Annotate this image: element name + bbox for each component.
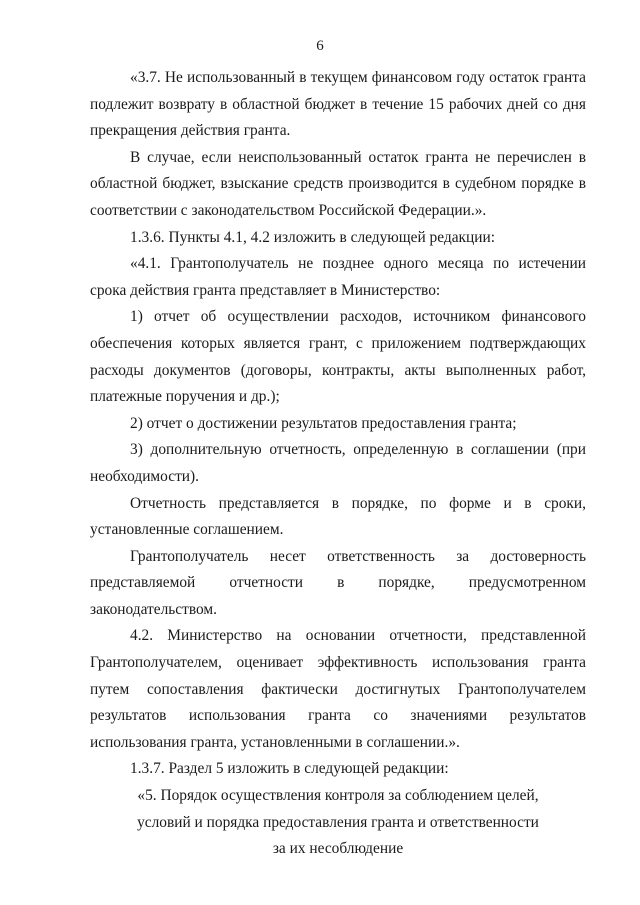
paragraph-1-3-7: 1.3.7. Раздел 5 изложить в следующей редакции: — [130, 760, 449, 778]
document-body — [90, 65, 586, 863]
list-item-1: 1) отчет об осуществлении расходов, источником финансового обеспечения которых является грант, с приложением подтверждающих расходы документов (договоры, контракты, акты выполненных работ, платежные поручения и др.); — [90, 308, 586, 406]
section-5-heading-line-2: условий и порядка предоставления гранта и ответственности — [137, 813, 539, 831]
list-item-2: 2) отчет о достижении результатов предоставления гранта; — [130, 414, 517, 432]
section-5-heading-line-1: «5. Порядок осуществления контроля за соблюдением целей, — [137, 787, 539, 805]
paragraph-responsibility: Грантополучатель несет ответственность за достоверность представляемой отчетности в порядке, предусмотренном законодательством. — [90, 547, 586, 618]
page-number: 6 — [316, 38, 324, 54]
paragraph-1-3-6: 1.3.6. Пункты 4.1, 4.2 изложить в следующей редакции: — [130, 228, 495, 246]
paragraph-4-1: «4.1. Грантополучатель не позднее одного месяца по истечении срока действия гранта представляет в Министерство: — [90, 255, 586, 299]
paragraph-reporting-order: Отчетность представляется в порядке, по форме и в сроки, установленные соглашением. — [90, 494, 586, 539]
paragraph-3-7-continued: В случае, если неиспользованный остаток гранта не перечислен в областной бюджет, взыскание средств производится в судебном порядке в соответствии с законодательством Российской Федерации.». — [90, 148, 586, 219]
list-item-3: 3) дополнительную отчетность, определенную в соглашении (при необходимости). — [90, 441, 586, 485]
paragraph-3-7: «3.7. Не использованный в текущем финансовом году остаток гранта подлежит возврату в областной бюджет в течение 15 рабочих дней со дня прекращения действия гранта. — [90, 69, 586, 140]
paragraph-4-2: 4.2. Министерство на основании отчетности, представленной Грантополучателем, оценивает эффективность использования гранта путем сопоставления фактически достигнутых Грантополучателем результатов использования гранта со значениями результатов использования гранта, установленными в соглашении.». — [90, 627, 586, 751]
section-5-heading-line-3: за их несоблюдение — [272, 840, 404, 858]
